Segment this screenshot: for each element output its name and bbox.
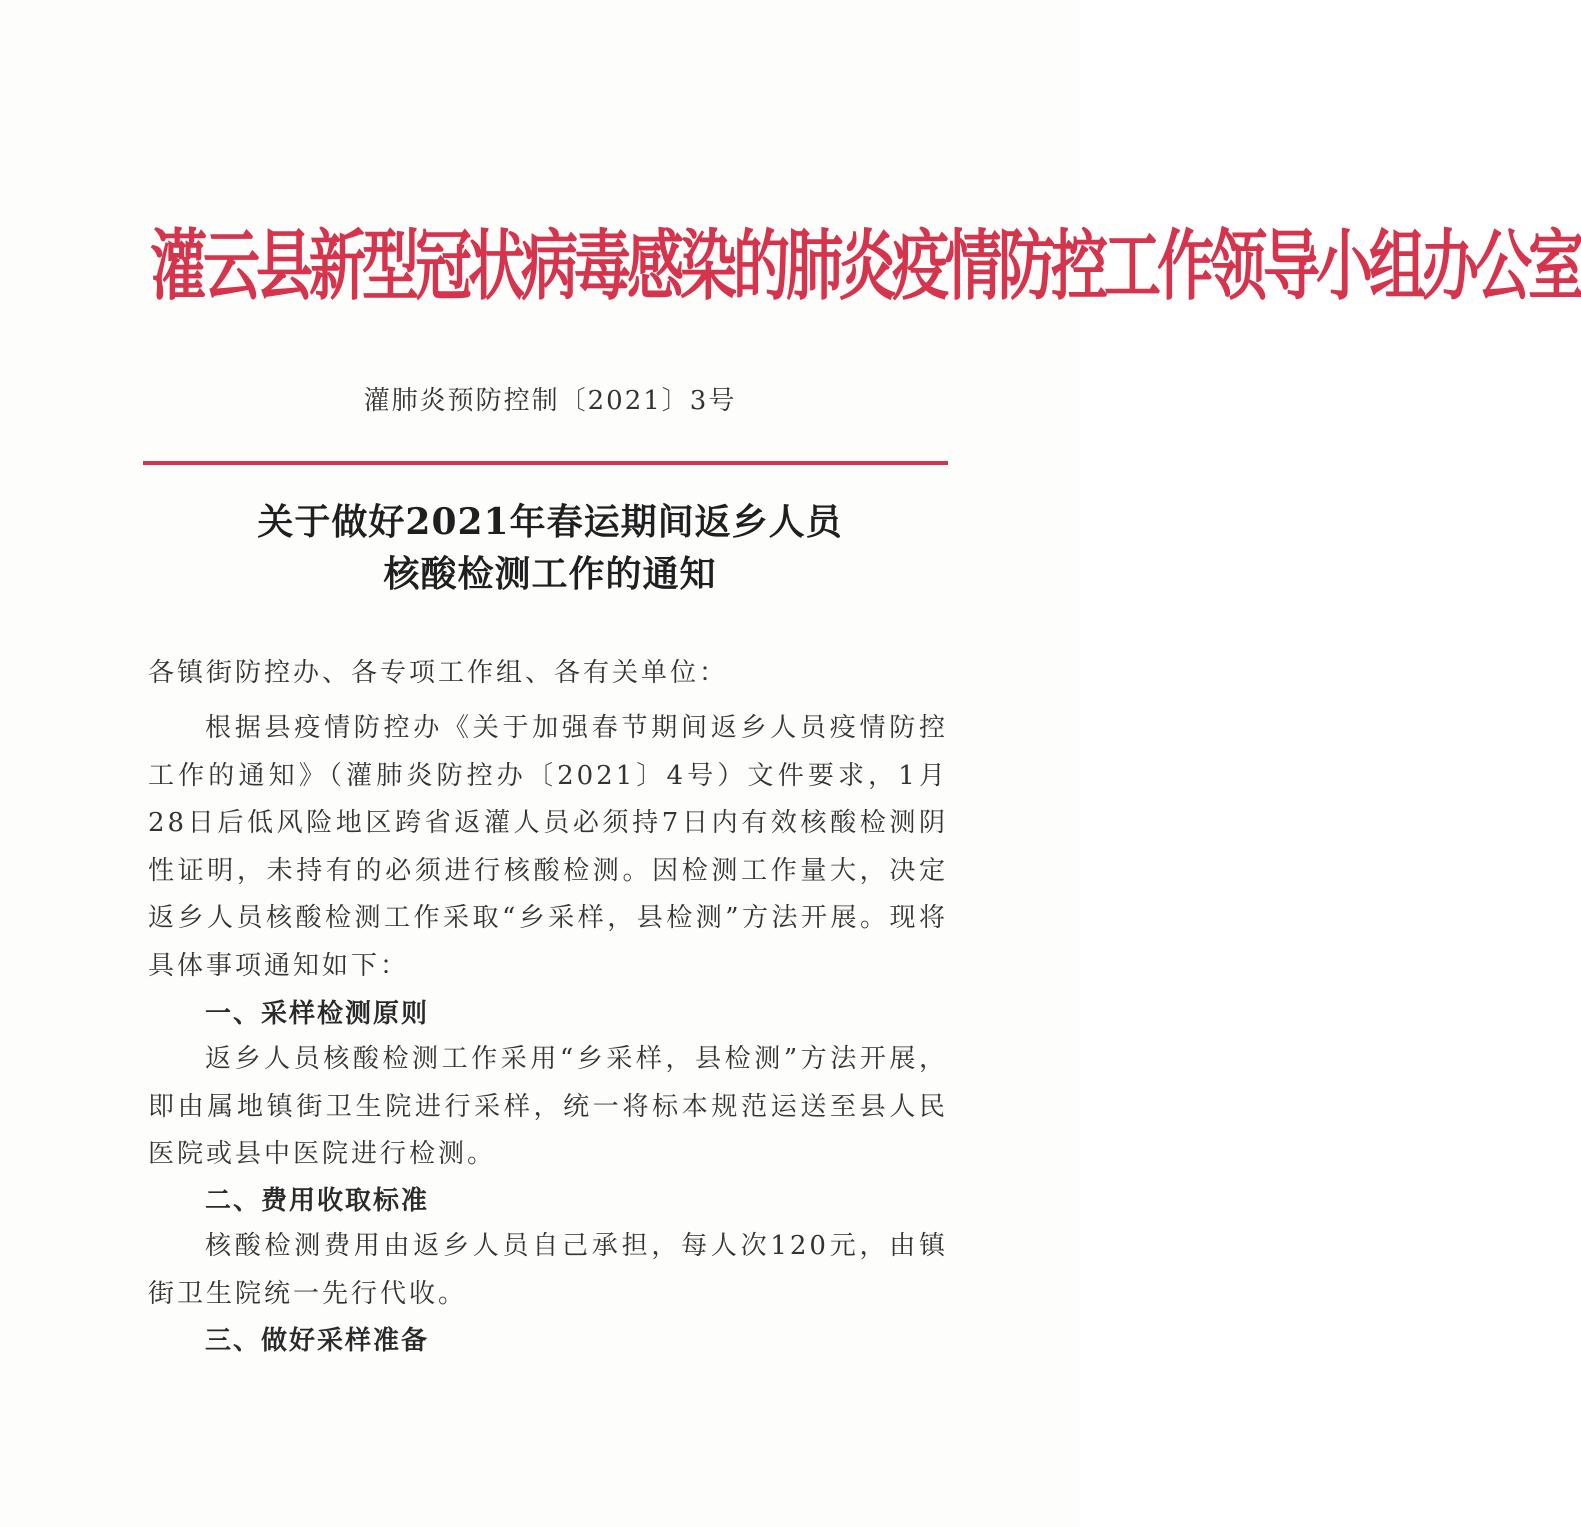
document-title [150, 496, 950, 600]
section-heading-2: 二、费用收取标准 [205, 1186, 430, 1216]
section-heading-1: 一、采样检测原则 [205, 999, 430, 1029]
document-number: 灌肺炎预防控制〔2021〕3号 [363, 386, 737, 416]
section-1-paragraph: 返乡人员核酸检测工作采用“乡采样，县检测”方法开展，即由属地镇街卫生院进行采样，统一将标本规范运送至县人民医院或县中医院进行检测。 [148, 1044, 948, 1169]
section-2-paragraph: 核酸检测费用由返乡人员自己承担，每人次120元，由镇街卫生院统一先行代收。 [148, 1231, 948, 1309]
document-title-line-1: 关于做好2021年春运期间返乡人员 [257, 501, 843, 543]
agency-header: 灌云县新型冠状病毒感染的肺炎疫情防控工作领导小组办公室 [150, 222, 1581, 312]
section-heading-3: 三、做好采样准备 [205, 1326, 430, 1356]
red-divider-line [143, 461, 948, 465]
document-title-line-2: 核酸检测工作的通知 [383, 553, 717, 595]
salutation: 各镇街防控办、各专项工作组、各有关单位： [148, 658, 729, 688]
intro-paragraph: 根据县疫情防控办《关于加强春节期间返乡人员疫情防控工作的通知》（灌肺炎防控办〔2021〕4号）文件要求，1月28日后低风险地区跨省返灌人员必须持7日内有效核酸检测阴性证明，未持有的必须进行核酸检测。因检测工作量大，决定返乡人员核酸检测工作采取“乡采样，县检测”方法开展。现将具体事项通知如下： [148, 713, 948, 981]
